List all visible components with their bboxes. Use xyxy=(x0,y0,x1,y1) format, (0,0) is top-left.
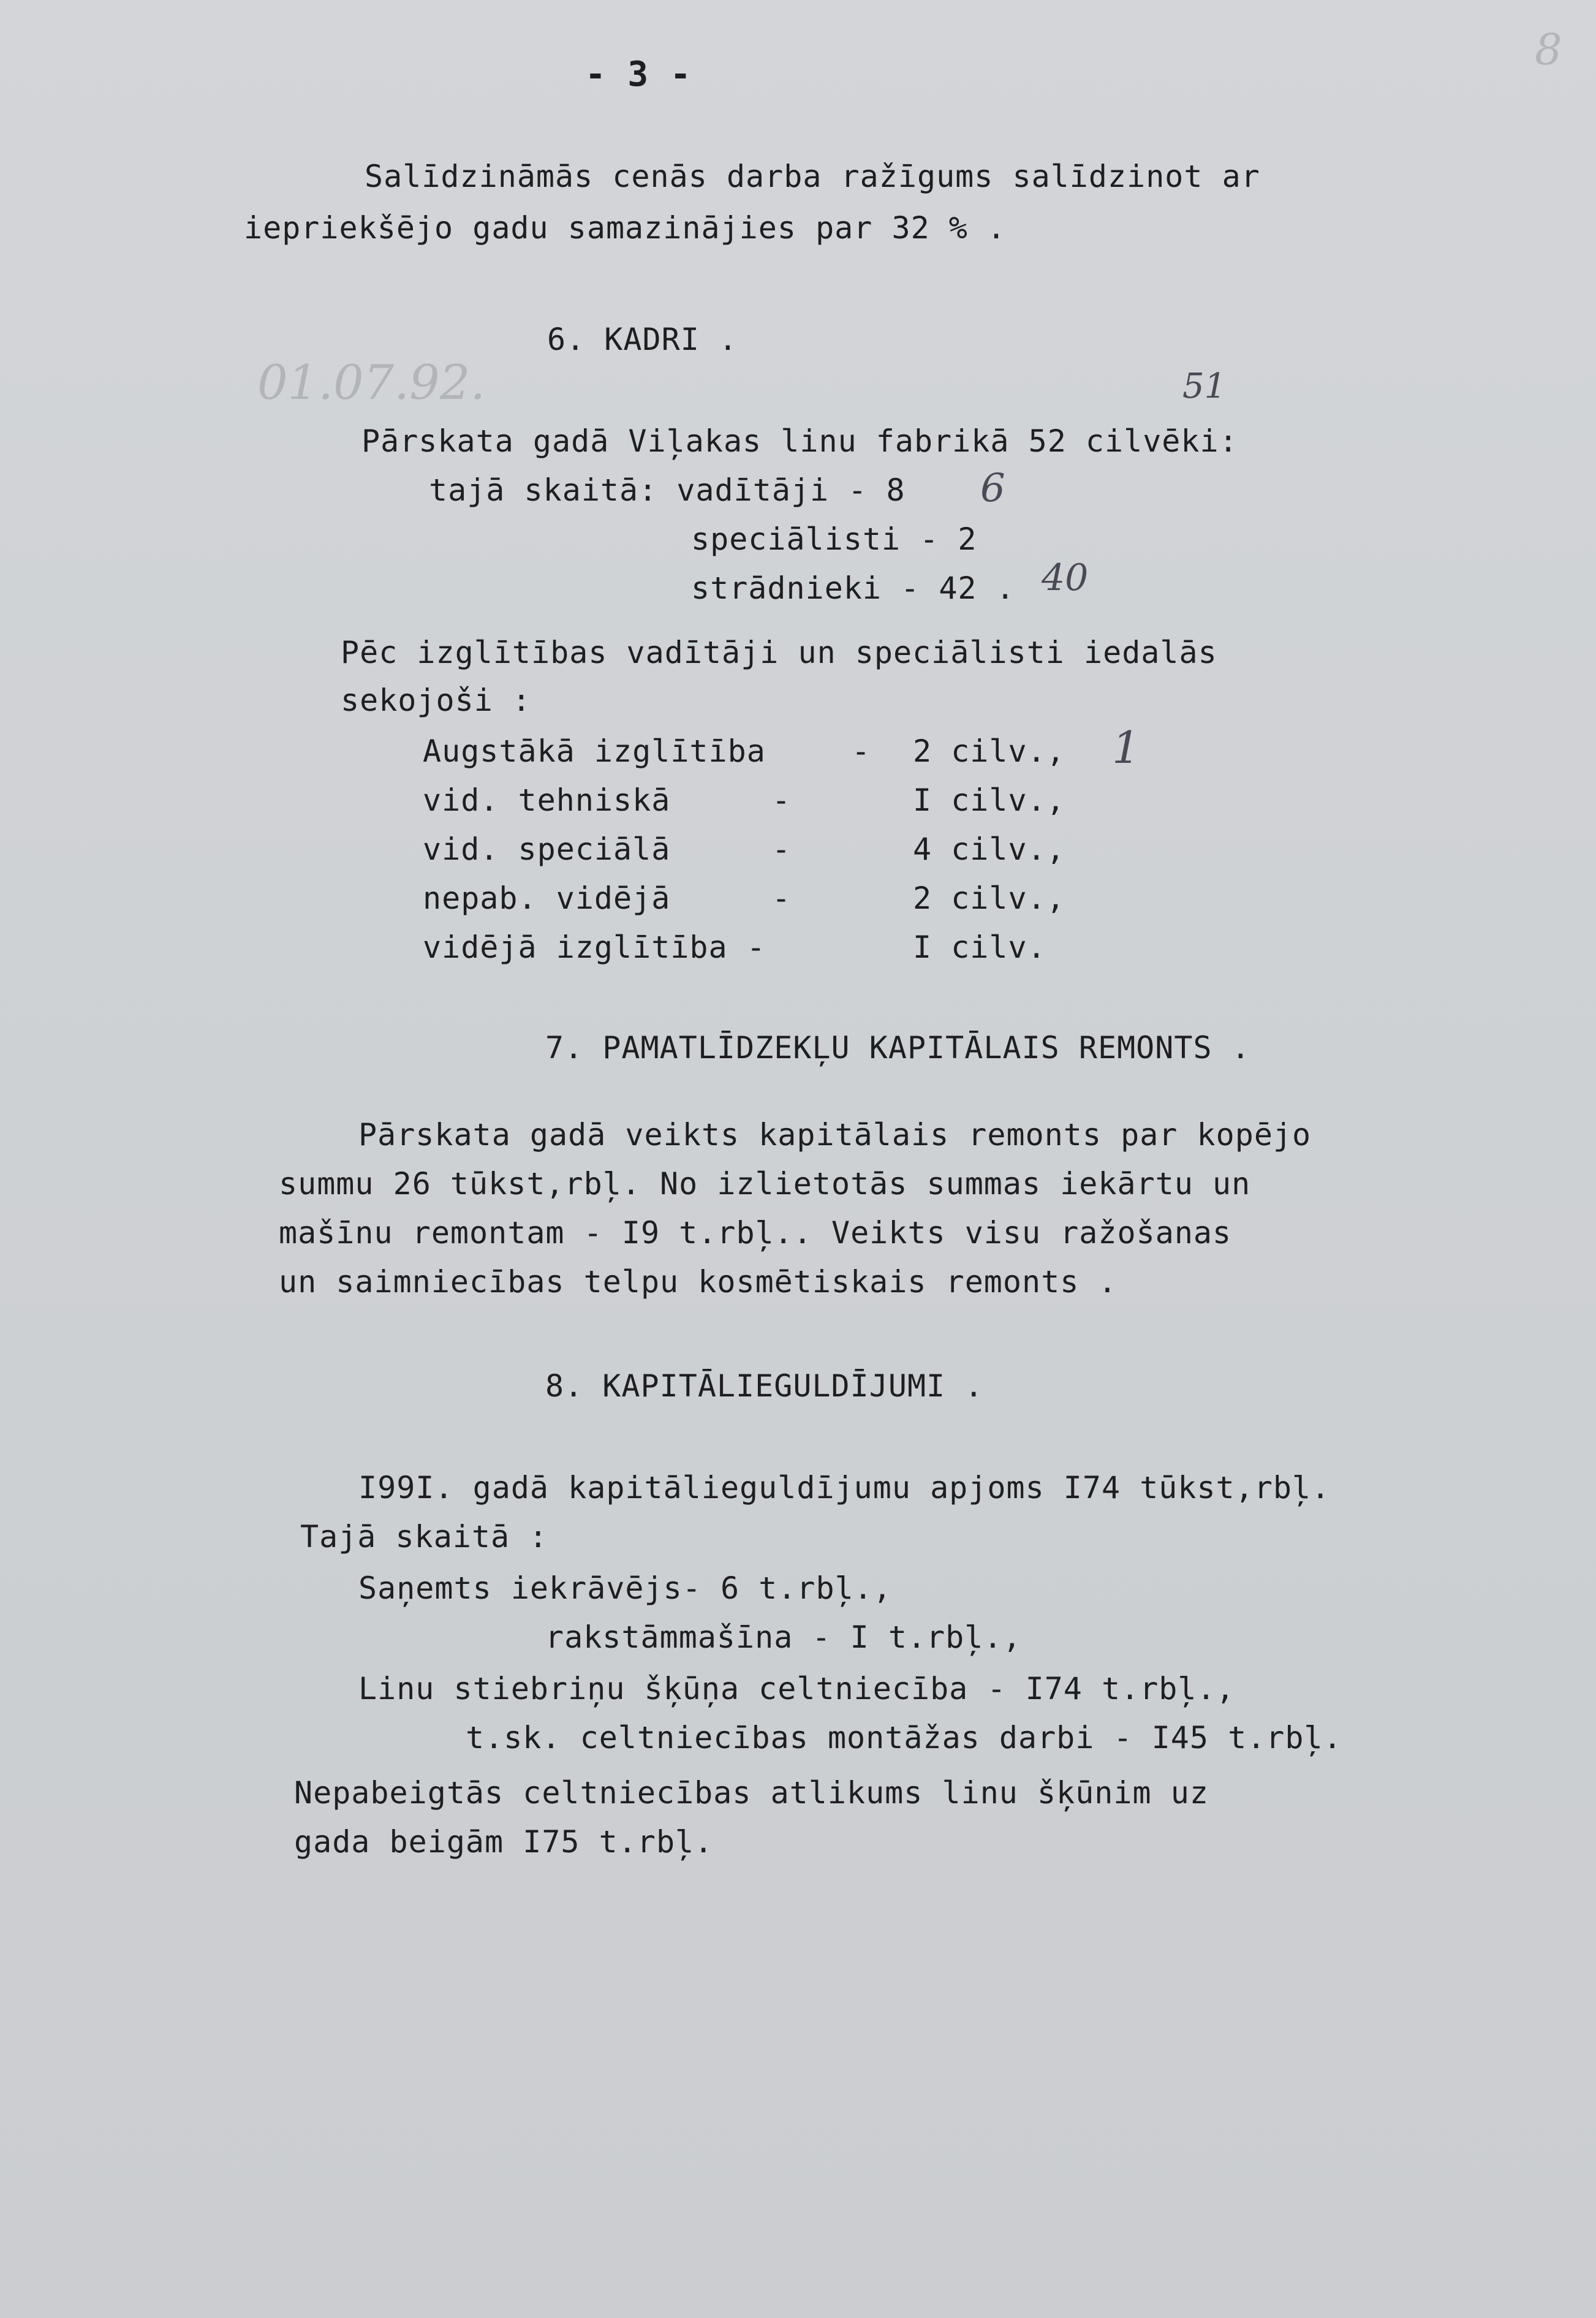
section6-line-5: Pēc izglītības vadītāji un speciālisti iedalās xyxy=(341,635,1217,670)
edu-row-label: vid. tehniskā xyxy=(423,782,671,818)
section6-line-1: Pārskata gadā Viļakas linu fabrikā 52 cilvēki: xyxy=(361,423,1238,459)
edu-row-value: 4 cilv., xyxy=(913,831,1065,867)
edu-row-dash: - xyxy=(772,831,792,867)
handwritten-six: 6 xyxy=(980,466,1005,511)
section6-line-2: tajā skaitā: vadītāji - 8 xyxy=(429,472,906,508)
section8-line-1: I99I. gadā kapitālieguldījumu apjoms I74 tūkst,rbļ. xyxy=(358,1470,1331,1506)
handwritten-corner-mark: 8 xyxy=(1535,25,1562,75)
edu-row-value: I cilv. xyxy=(913,930,1046,965)
edu-row-label: Augstākā izglītība xyxy=(423,733,766,769)
edu-row-label: vid. speciālā xyxy=(423,831,671,867)
page-number: - 3 - xyxy=(585,55,692,94)
edu-row-label: nepab. vidējā xyxy=(423,881,671,916)
section7-heading: 7. PAMATLĪDZEKĻU KAPITĀLAIS REMONTS . xyxy=(545,1030,1250,1066)
handwritten-date-note: 01.07.92. xyxy=(257,355,486,411)
edu-row-dash: - xyxy=(772,881,792,916)
edu-row-value: 2 cilv., xyxy=(913,881,1065,916)
section6-line-6: sekojoši : xyxy=(341,683,532,718)
section6-line-4: strādnieki - 42 . xyxy=(691,570,1015,606)
section8-line-2: Tajā skaitā : xyxy=(300,1519,548,1555)
section8-line-7: Nepabeigtās celtniecības atlikums linu šķūnim uz xyxy=(294,1775,1209,1811)
handwritten-fifty-one: 51 xyxy=(1182,366,1227,406)
section8-line-3: Saņemts iekrāvējs- 6 t.rbļ., xyxy=(358,1570,892,1606)
edu-row-value: 2 cilv., xyxy=(913,733,1065,769)
section6-heading: 6. KADRI . xyxy=(547,322,738,357)
section7-line-4: un saimniecības telpu kosmētiskais remonts . xyxy=(279,1264,1118,1300)
section8-line-4: rakstāmmašīna - I t.rbļ., xyxy=(545,1619,1022,1655)
edu-row-label: vidējā izglītība - xyxy=(423,930,766,965)
edu-row-dash: - xyxy=(772,782,792,818)
intro-line-1: Salīdzināmās cenās darba ražīgums salīdzinot ar xyxy=(365,159,1260,194)
section8-line-5: Linu stiebriņu šķūņa celtniecība - I74 t.rbļ., xyxy=(358,1671,1235,1706)
intro-line-2: iepriekšējo gadu samazinājies par 32 % . xyxy=(244,210,1007,246)
section8-line-6: t.sk. celtniecības montāžas darbi - I45 t.rbļ. xyxy=(466,1720,1342,1756)
section7-line-3: mašīnu remontam - I9 t.rbļ.. Veikts visu ražošanas xyxy=(279,1215,1232,1251)
edu-row-dash: - xyxy=(852,733,871,769)
section7-line-1: Pārskata gadā veikts kapitālais remonts par kopējo xyxy=(358,1117,1312,1153)
section8-heading: 8. KAPITĀLIEGULDĪJUMI . xyxy=(545,1368,984,1404)
section6-line-3: speciālisti - 2 xyxy=(691,521,977,557)
section7-line-2: summu 26 tūkst,rbļ. No izlietotās summas iekārtu un xyxy=(279,1166,1251,1202)
handwritten-one: 1 xyxy=(1112,722,1140,773)
edu-row-value: I cilv., xyxy=(913,782,1065,818)
handwritten-forty: 40 xyxy=(1042,556,1089,599)
section8-line-8: gada beigām I75 t.rbļ. xyxy=(294,1824,714,1860)
